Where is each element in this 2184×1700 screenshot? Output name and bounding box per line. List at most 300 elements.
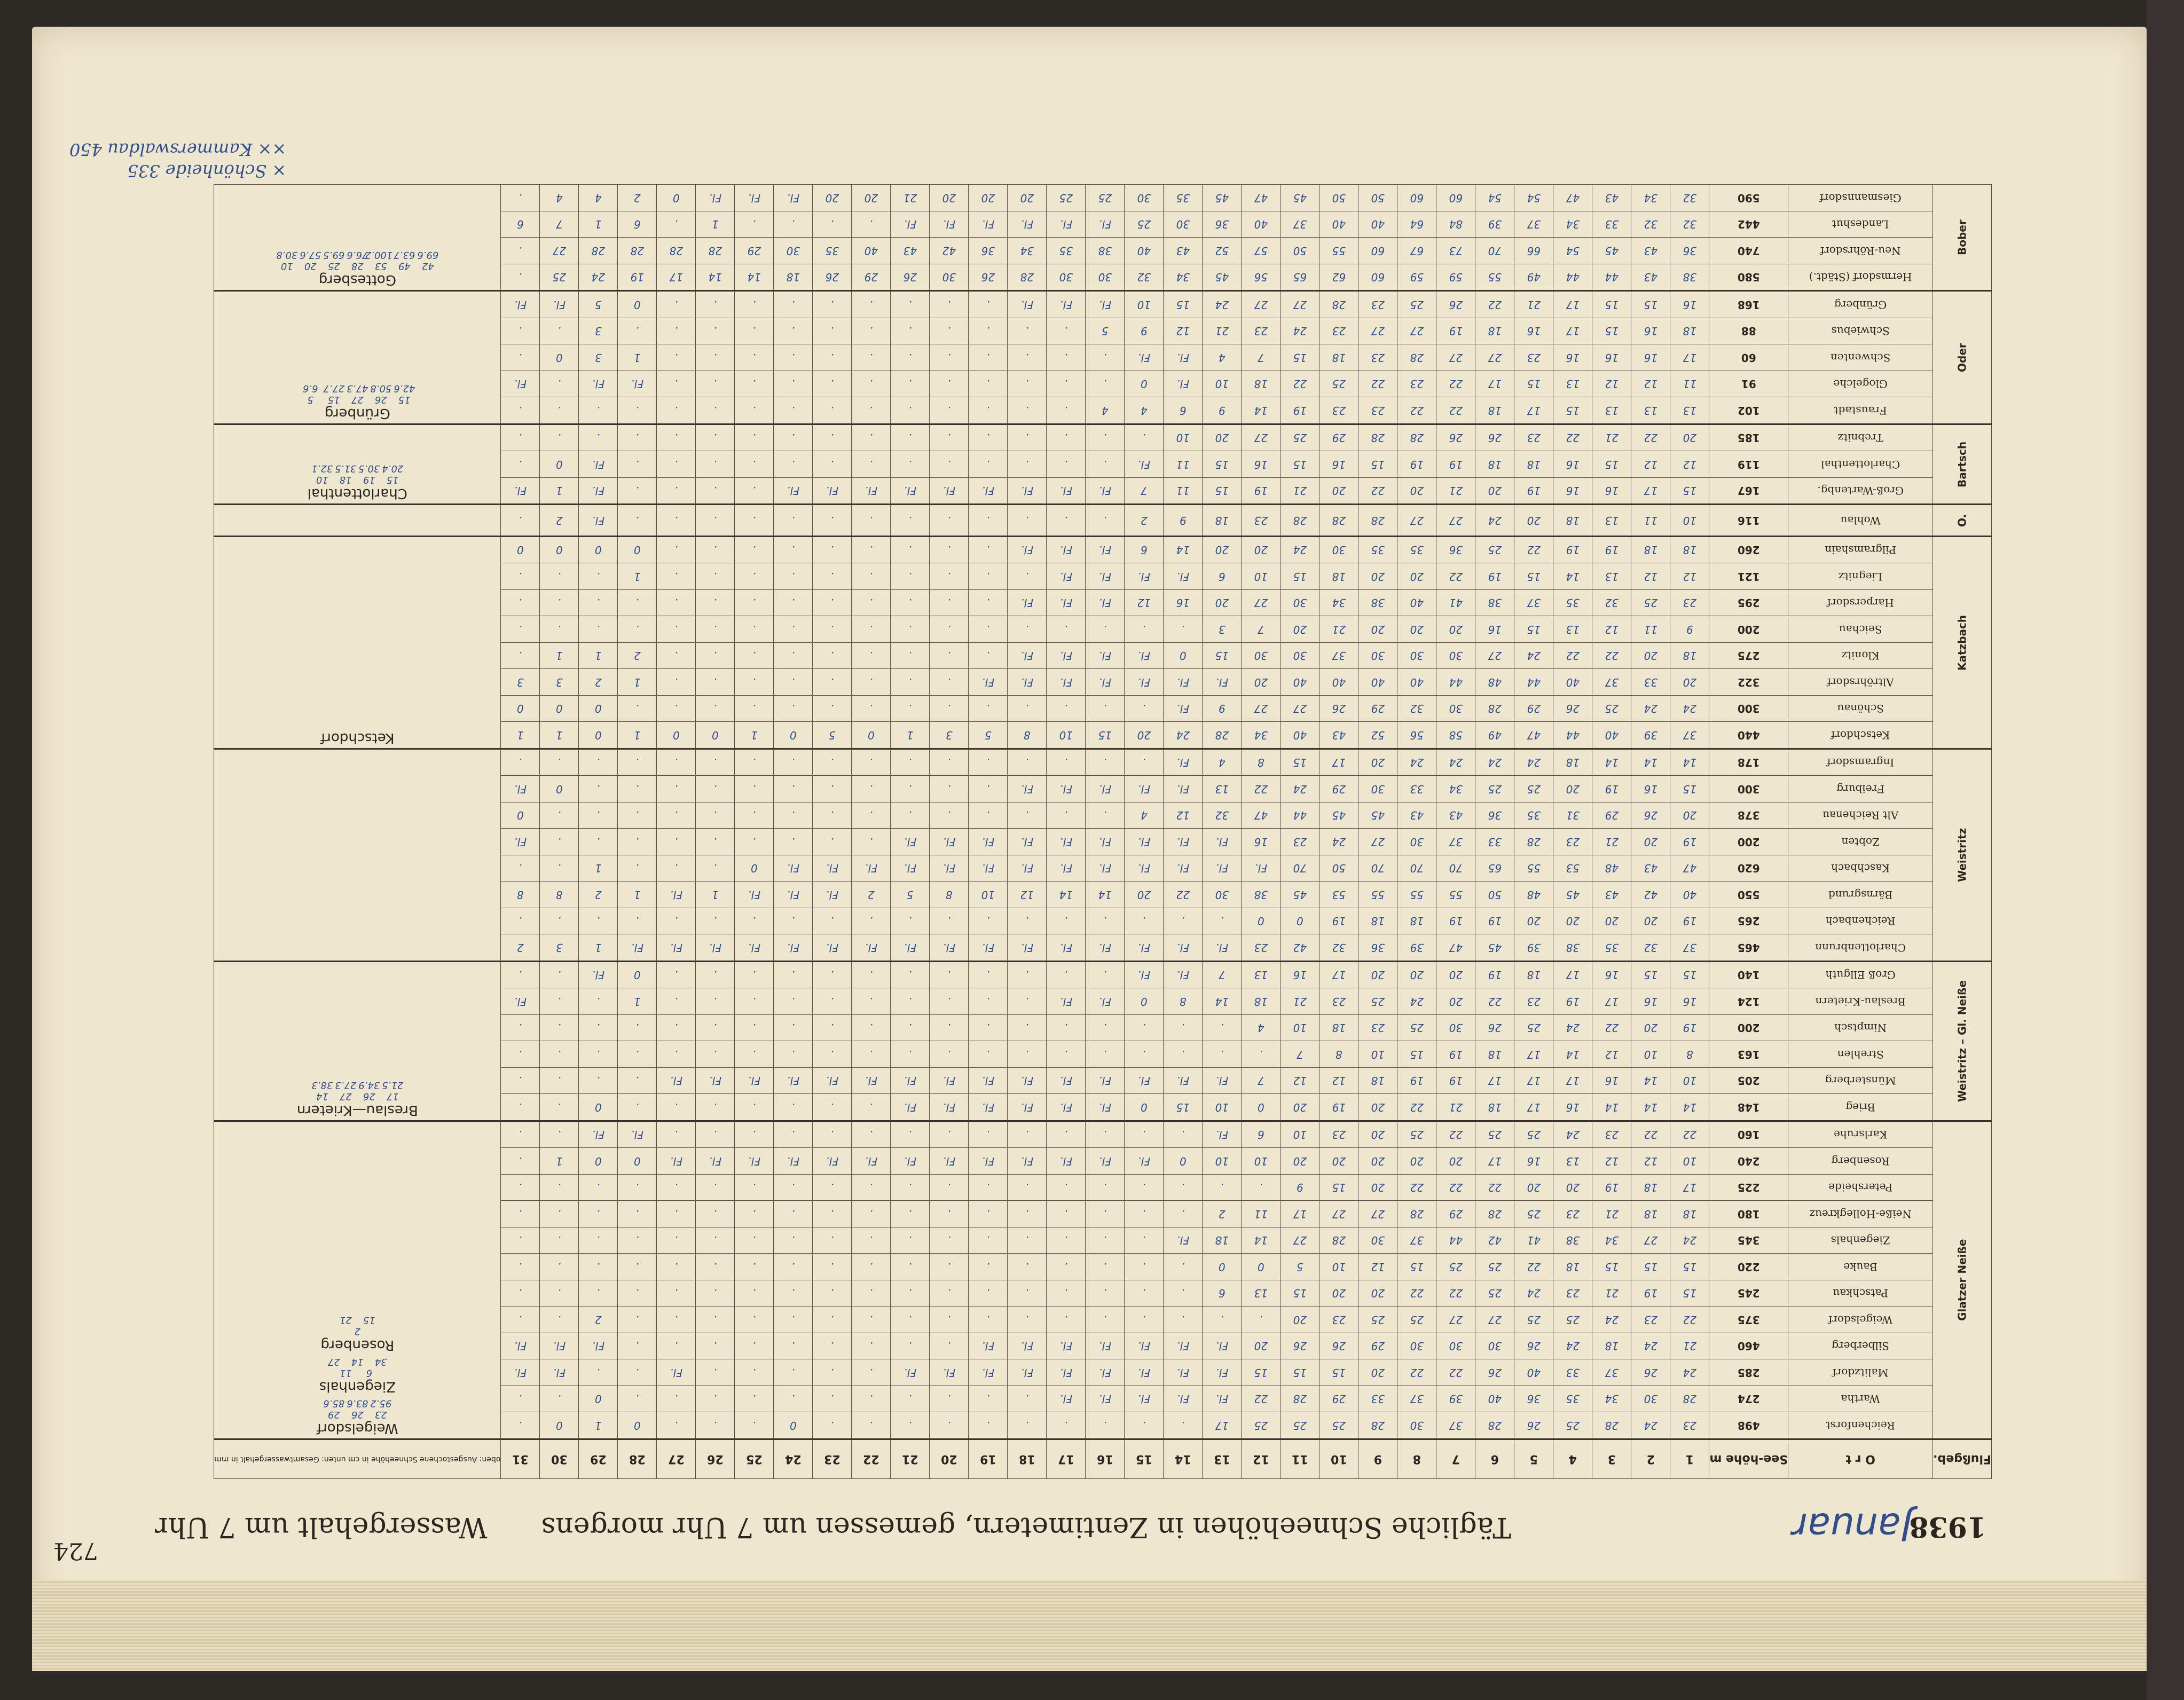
snow-depth-cell: . bbox=[540, 1227, 579, 1254]
snow-depth-cell: 40 bbox=[1592, 722, 1631, 749]
snow-depth-cell: 24 bbox=[1475, 505, 1514, 537]
snow-depth-cell: . bbox=[1047, 1175, 1086, 1201]
snow-depth-cell: 23 bbox=[1631, 1307, 1670, 1333]
day-header: 10 bbox=[1319, 1439, 1358, 1479]
snow-depth-cell: 27 bbox=[1475, 1307, 1514, 1333]
snow-depth-cell: 28 bbox=[1008, 264, 1047, 292]
snow-depth-cell: 15 bbox=[1592, 1254, 1631, 1280]
snow-depth-cell: . bbox=[969, 563, 1008, 590]
snow-depth-cell: Fl. bbox=[930, 1359, 969, 1386]
snow-depth-cell: 8 bbox=[1008, 722, 1047, 749]
snow-depth-cell: 25 bbox=[1086, 185, 1125, 211]
snow-depth-cell: Fl. bbox=[1164, 829, 1203, 855]
snow-depth-cell: 14 bbox=[1242, 397, 1280, 424]
snow-depth-cell: 20 bbox=[1280, 1307, 1319, 1333]
snow-depth-cell: . bbox=[774, 749, 813, 776]
snow-depth-cell: . bbox=[1203, 1175, 1242, 1201]
snow-depth-cell: 20 bbox=[1203, 424, 1242, 452]
snow-depth-cell: . bbox=[657, 1041, 696, 1068]
snow-depth-cell: 29 bbox=[1319, 424, 1358, 452]
month: Januar bbox=[1792, 1505, 1912, 1548]
station-name: Grünberg bbox=[1788, 291, 1933, 318]
day-header: 30 bbox=[540, 1439, 579, 1479]
station-elevation: 160 bbox=[1709, 1121, 1788, 1148]
snow-depth-cell: . bbox=[930, 749, 969, 776]
snow-depth-cell: 4 bbox=[1125, 802, 1164, 829]
snow-depth-cell: . bbox=[1047, 344, 1086, 371]
snow-depth-cell: . bbox=[891, 1254, 930, 1280]
snow-depth-cell: . bbox=[1047, 696, 1086, 722]
snow-depth-cell: Fl. bbox=[1164, 696, 1203, 722]
snow-depth-cell: . bbox=[852, 643, 891, 670]
snow-depth-cell: . bbox=[1047, 424, 1086, 452]
snow-depth-cell: 42 bbox=[1475, 1227, 1514, 1254]
water-bottom-values bbox=[216, 250, 498, 261]
snow-depth-cell: . bbox=[1047, 1254, 1086, 1280]
snow-depth-cell: 10 bbox=[1203, 371, 1242, 398]
snow-depth-cell: 70 bbox=[1280, 855, 1319, 882]
snow-depth-cell: 20 bbox=[1553, 908, 1592, 935]
snow-depth-cell: Fl. bbox=[1125, 1333, 1164, 1360]
snow-depth-cell: 30 bbox=[1397, 829, 1436, 855]
snow-depth-cell: Fl. bbox=[891, 829, 930, 855]
snow-depth-cell: 23 bbox=[1514, 988, 1553, 1015]
snow-depth-cell: . bbox=[1203, 908, 1242, 935]
snow-depth-cell: . bbox=[930, 1041, 969, 1068]
snow-depth-cell: 23 bbox=[1319, 397, 1358, 424]
snow-depth-cell: 33 bbox=[1592, 211, 1631, 238]
station-elevation: 178 bbox=[1709, 749, 1788, 776]
station-elevation: 200 bbox=[1709, 829, 1788, 855]
station-elevation: 60 bbox=[1709, 344, 1788, 371]
snow-depth-cell: 24 bbox=[1631, 1412, 1670, 1439]
snow-depth-cell: 13 bbox=[1553, 1148, 1592, 1175]
snow-depth-cell: 19 bbox=[1553, 988, 1592, 1015]
snow-depth-cell: 44 bbox=[1553, 722, 1592, 749]
snow-depth-cell: Fl. bbox=[1008, 478, 1047, 505]
water-top-values bbox=[216, 394, 498, 405]
snow-depth-cell: 28 bbox=[1203, 722, 1242, 749]
snow-depth-cell: Fl. bbox=[501, 478, 540, 505]
station-elevation: 300 bbox=[1709, 776, 1788, 802]
snow-depth-cell: 32 bbox=[1592, 590, 1631, 617]
snow-depth-cell: 15 bbox=[1670, 776, 1709, 802]
snow-depth-cell: 8 bbox=[930, 882, 969, 908]
river-basin: Glatzer Neiße bbox=[1933, 1121, 1992, 1439]
snow-depth-cell: 27 bbox=[1242, 291, 1280, 318]
snow-depth-cell: . bbox=[501, 1121, 540, 1148]
snow-depth-cell: 7 bbox=[1203, 962, 1242, 989]
snow-depth-cell: . bbox=[618, 590, 657, 617]
station-row bbox=[214, 505, 1992, 537]
snow-depth-cell: 24 bbox=[1164, 722, 1203, 749]
snow-depth-cell: 44 bbox=[1553, 264, 1592, 292]
snow-depth-cell: 38 bbox=[1242, 882, 1280, 908]
station-elevation: 116 bbox=[1709, 505, 1788, 537]
snow-depth-cell: . bbox=[540, 962, 579, 989]
snow-depth-cell: 15 bbox=[1280, 1280, 1319, 1307]
snow-depth-cell: . bbox=[930, 1201, 969, 1227]
snow-depth-cell: Fl. bbox=[501, 829, 540, 855]
snow-depth-cell: . bbox=[501, 451, 540, 478]
snow-depth-cell: 1 bbox=[618, 344, 657, 371]
snow-depth-cell: 59 bbox=[1397, 264, 1436, 292]
snow-depth-cell: . bbox=[930, 1015, 969, 1042]
snow-depth-cell: . bbox=[1047, 397, 1086, 424]
snow-depth-cell: . bbox=[657, 696, 696, 722]
snow-depth-cell: Fl. bbox=[1086, 776, 1125, 802]
snow-depth-cell: . bbox=[774, 988, 813, 1015]
water-top-value: 17 bbox=[386, 1091, 399, 1102]
snow-depth-cell: . bbox=[735, 1041, 774, 1068]
snow-depth-cell: 24 bbox=[1553, 1121, 1592, 1148]
snow-depth-cell: 0 bbox=[735, 855, 774, 882]
snow-depth-cell: 29 bbox=[1436, 1201, 1475, 1227]
snow-depth-cell: . bbox=[969, 451, 1008, 478]
snow-depth-cell: 34 bbox=[1164, 264, 1203, 292]
snow-depth-cell: Fl. bbox=[657, 1359, 696, 1386]
snow-depth-cell: Fl. bbox=[1008, 1148, 1047, 1175]
snow-depth-cell: . bbox=[813, 1280, 852, 1307]
snow-depth-cell: . bbox=[969, 696, 1008, 722]
snow-depth-cell: 17 bbox=[1514, 1094, 1553, 1121]
snow-depth-cell: 10 bbox=[969, 882, 1008, 908]
snow-depth-cell: . bbox=[618, 616, 657, 643]
snow-depth-cell: . bbox=[1008, 1254, 1047, 1280]
snow-depth-cell: . bbox=[501, 1227, 540, 1254]
water-top-value: 28 bbox=[351, 261, 364, 272]
snow-depth-cell: 40 bbox=[1280, 722, 1319, 749]
snow-depth-cell: 24 bbox=[1397, 749, 1436, 776]
snow-depth-cell: . bbox=[852, 291, 891, 318]
snow-depth-cell: 22 bbox=[1242, 1386, 1280, 1413]
snow-depth-cell: . bbox=[969, 776, 1008, 802]
snow-depth-cell: 16 bbox=[1631, 988, 1670, 1015]
snow-depth-cell: 40 bbox=[1397, 590, 1436, 617]
station-elevation: 265 bbox=[1709, 908, 1788, 935]
station-name: Liegnitz bbox=[1788, 563, 1933, 590]
snow-depth-cell: . bbox=[1164, 1201, 1203, 1227]
snow-depth-cell: Fl. bbox=[1164, 1359, 1203, 1386]
river-basin: Weistritz bbox=[1933, 749, 1992, 962]
snow-depth-cell: . bbox=[813, 749, 852, 776]
snow-depth-cell: . bbox=[1047, 1121, 1086, 1148]
snow-depth-cell: . bbox=[696, 478, 735, 505]
snow-depth-cell: 16 bbox=[1475, 616, 1514, 643]
snow-depth-cell: 14 bbox=[1086, 882, 1125, 908]
snow-depth-cell: 27 bbox=[1242, 590, 1280, 617]
snow-depth-cell: 36 bbox=[1670, 238, 1709, 264]
snow-depth-cell: 34 bbox=[1436, 776, 1475, 802]
snow-depth-cell: 28 bbox=[1280, 505, 1319, 537]
water-bottom-value: 50.8 bbox=[370, 383, 392, 394]
snow-depth-cell: Fl. bbox=[540, 1333, 579, 1360]
water-bottom-values bbox=[216, 383, 498, 394]
snow-depth-cell: Fl. bbox=[1164, 669, 1203, 696]
snow-depth-cell: . bbox=[1125, 1015, 1164, 1042]
snow-depth-cell: 9 bbox=[1164, 505, 1203, 537]
snow-depth-cell: . bbox=[1008, 1175, 1047, 1201]
snow-depth-cell: 20 bbox=[1514, 908, 1553, 935]
snow-depth-cell: . bbox=[1086, 802, 1125, 829]
day-header: 28 bbox=[618, 1439, 657, 1479]
snow-depth-cell: . bbox=[1008, 1412, 1047, 1439]
station-elevation: 620 bbox=[1709, 855, 1788, 882]
snow-depth-cell: . bbox=[735, 537, 774, 564]
snow-depth-cell: 70 bbox=[1475, 238, 1514, 264]
snow-depth-cell: Fl. bbox=[1008, 934, 1047, 962]
snow-depth-cell: 18 bbox=[774, 264, 813, 292]
snow-depth-cell: 13 bbox=[1592, 505, 1631, 537]
snow-depth-cell: 2 bbox=[618, 643, 657, 670]
snow-depth-cell: . bbox=[579, 1359, 618, 1386]
snow-depth-cell: . bbox=[1008, 1121, 1047, 1148]
water-bottom-value: 38.3 bbox=[311, 1080, 333, 1091]
snow-depth-cell: 24 bbox=[1670, 696, 1709, 722]
snow-depth-cell: . bbox=[774, 563, 813, 590]
snow-depth-cell: 28 bbox=[1280, 1386, 1319, 1413]
snow-depth-cell: . bbox=[657, 1333, 696, 1360]
snow-depth-cell: 17 bbox=[1592, 988, 1631, 1015]
snow-depth-cell: . bbox=[1086, 1254, 1125, 1280]
snow-depth-cell: 36 bbox=[1358, 934, 1397, 962]
snow-depth-cell: . bbox=[1008, 1227, 1047, 1254]
station-name: Neiße-Hollegkreuz bbox=[1788, 1201, 1933, 1227]
snow-depth-cell: . bbox=[1086, 371, 1125, 398]
snow-depth-cell: 20 bbox=[1319, 1280, 1358, 1307]
station-name: Altröhrsdorf bbox=[1788, 669, 1933, 696]
snow-depth-cell: 22 bbox=[1553, 643, 1592, 670]
snow-depth-cell: 65 bbox=[1475, 855, 1514, 882]
snow-depth-cell: 42 bbox=[1631, 882, 1670, 908]
snow-depth-cell: . bbox=[1086, 908, 1125, 935]
snow-depth-cell: . bbox=[930, 590, 969, 617]
snow-depth-cell: 22 bbox=[1397, 1280, 1436, 1307]
snow-depth-cell: . bbox=[813, 1121, 852, 1148]
snow-depth-cell: . bbox=[969, 643, 1008, 670]
snow-depth-cell: . bbox=[540, 749, 579, 776]
snow-depth-cell: Fl. bbox=[969, 478, 1008, 505]
snow-depth-cell: Fl. bbox=[1164, 371, 1203, 398]
snow-depth-cell: . bbox=[852, 776, 891, 802]
snow-depth-cell: 37 bbox=[1670, 722, 1709, 749]
snow-depth-cell: 3 bbox=[540, 669, 579, 696]
snow-depth-cell: 28 bbox=[1475, 1201, 1514, 1227]
water-station-label: Rosenberg bbox=[320, 1337, 395, 1353]
snow-depth-cell: 15 bbox=[1514, 616, 1553, 643]
snow-depth-cell: . bbox=[540, 371, 579, 398]
snow-depth-cell: 60 bbox=[1358, 238, 1397, 264]
snow-depth-cell: . bbox=[1047, 505, 1086, 537]
snow-depth-cell: . bbox=[657, 318, 696, 345]
snow-depth-cell: 17 bbox=[1475, 371, 1514, 398]
snow-depth-cell: 0 bbox=[1125, 988, 1164, 1015]
snow-depth-cell: 17 bbox=[1514, 1041, 1553, 1068]
snow-depth-cell: 17 bbox=[1475, 1148, 1514, 1175]
snow-depth-cell: . bbox=[813, 962, 852, 989]
snow-depth-cell: 20 bbox=[1592, 908, 1631, 935]
snow-depth-cell: . bbox=[813, 211, 852, 238]
snow-depth-cell: . bbox=[618, 802, 657, 829]
snow-depth-cell: . bbox=[969, 1254, 1008, 1280]
snow-depth-cell: . bbox=[1086, 1175, 1125, 1201]
snow-depth-cell: 16 bbox=[1242, 829, 1280, 855]
snow-depth-cell: 5 bbox=[1086, 318, 1125, 345]
snow-depth-cell: 28 bbox=[696, 238, 735, 264]
snow-depth-cell: . bbox=[501, 1068, 540, 1095]
snow-depth-cell: 27 bbox=[1436, 344, 1475, 371]
snow-depth-cell: Fl. bbox=[1203, 855, 1242, 882]
snow-depth-cell: . bbox=[852, 829, 891, 855]
snow-depth-cell: 36 bbox=[1514, 1386, 1553, 1413]
snow-depth-cell: 19 bbox=[1670, 829, 1709, 855]
snow-depth-cell: 27 bbox=[1358, 1201, 1397, 1227]
snow-depth-cell: . bbox=[1242, 1307, 1280, 1333]
snow-depth-cell: . bbox=[1164, 908, 1203, 935]
water-top-values bbox=[216, 475, 498, 486]
snow-depth-cell: . bbox=[930, 563, 969, 590]
snow-depth-cell: . bbox=[696, 424, 735, 452]
snow-depth-cell: 30 bbox=[1203, 882, 1242, 908]
station-name: Ingramsdorf bbox=[1788, 749, 1933, 776]
snow-depth-cell: 39 bbox=[1631, 722, 1670, 749]
snow-depth-cell: 16 bbox=[1553, 1094, 1592, 1121]
snow-depth-cell: Fl. bbox=[618, 371, 657, 398]
station-row bbox=[214, 397, 1992, 424]
snow-depth-cell: 25 bbox=[1047, 185, 1086, 211]
snow-depth-cell: . bbox=[774, 1307, 813, 1333]
snow-depth-cell: . bbox=[501, 1148, 540, 1175]
snow-depth-cell: 28 bbox=[657, 238, 696, 264]
snow-depth-cell: Fl. bbox=[930, 829, 969, 855]
day-header: 6 bbox=[1475, 1439, 1514, 1479]
snow-depth-cell: Fl. bbox=[1047, 478, 1086, 505]
snow-depth-cell: . bbox=[813, 1307, 852, 1333]
snow-depth-cell: 30 bbox=[1319, 537, 1358, 564]
snow-depth-cell: 3 bbox=[579, 318, 618, 345]
water-content-block bbox=[214, 424, 501, 505]
snow-depth-cell: 1 bbox=[579, 643, 618, 670]
water-content-block bbox=[214, 537, 501, 749]
snow-depth-cell: 20 bbox=[1242, 669, 1280, 696]
water-bottom-value: 76.6 bbox=[347, 249, 368, 261]
day-header: 14 bbox=[1164, 1439, 1203, 1479]
snow-depth-cell: 26 bbox=[969, 264, 1008, 292]
snow-depth-cell: Fl. bbox=[1242, 855, 1280, 882]
snow-depth-cell: . bbox=[696, 537, 735, 564]
snow-depth-cell: 19 bbox=[1553, 537, 1592, 564]
snow-depth-cell: Fl. bbox=[1086, 537, 1125, 564]
snow-depth-cell: . bbox=[969, 1227, 1008, 1254]
snow-depth-cell: 12 bbox=[1164, 318, 1203, 345]
snow-depth-cell: . bbox=[774, 371, 813, 398]
snow-depth-cell: 54 bbox=[1514, 185, 1553, 211]
station-elevation: 440 bbox=[1709, 722, 1788, 749]
snow-depth-cell: . bbox=[930, 1175, 969, 1201]
snow-depth-cell: 21 bbox=[1592, 1201, 1631, 1227]
snow-depth-cell: 7 bbox=[1242, 344, 1280, 371]
snow-depth-cell: Fl. bbox=[969, 1094, 1008, 1121]
snow-depth-cell: 20 bbox=[1514, 505, 1553, 537]
snow-depth-cell: Fl. bbox=[1008, 1068, 1047, 1095]
snow-depth-cell: . bbox=[1086, 1121, 1125, 1148]
water-bottom-value: 34.9 bbox=[358, 1080, 380, 1091]
snow-depth-cell: 34 bbox=[1553, 211, 1592, 238]
station-name: Breslau-Krietern bbox=[1788, 988, 1933, 1015]
snow-depth-cell: . bbox=[1047, 451, 1086, 478]
day-header: 4 bbox=[1553, 1439, 1592, 1479]
station-elevation: 498 bbox=[1709, 1412, 1788, 1439]
snow-depth-cell: Fl. bbox=[1203, 1359, 1242, 1386]
snow-depth-cell: 18 bbox=[1319, 563, 1358, 590]
snow-depth-cell: 19 bbox=[1475, 908, 1514, 935]
snow-depth-cell: 0 bbox=[618, 1412, 657, 1439]
water-station-label: Grünberg bbox=[324, 405, 390, 421]
snow-depth-cell: . bbox=[501, 238, 540, 264]
snow-depth-cell: 53 bbox=[1319, 882, 1358, 908]
snow-depth-cell: 24 bbox=[1436, 749, 1475, 776]
snow-depth-cell: 20 bbox=[1358, 616, 1397, 643]
snow-depth-cell: . bbox=[1125, 1201, 1164, 1227]
snow-depth-cell: 32 bbox=[1670, 211, 1709, 238]
station-elevation: 580 bbox=[1709, 264, 1788, 292]
snow-depth-cell: 0 bbox=[618, 962, 657, 989]
snow-depth-cell: 23 bbox=[1319, 1121, 1358, 1148]
snow-depth-cell: 2 bbox=[501, 934, 540, 962]
snow-depth-cell: . bbox=[930, 451, 969, 478]
snow-depth-cell: 35 bbox=[1047, 238, 1086, 264]
snow-depth-cell: 25 bbox=[1280, 424, 1319, 452]
snow-depth-cell: 35 bbox=[1358, 537, 1397, 564]
snow-depth-cell: . bbox=[735, 802, 774, 829]
snow-depth-cell: . bbox=[852, 424, 891, 452]
snow-depth-cell: 18 bbox=[1670, 643, 1709, 670]
snow-depth-cell: . bbox=[696, 291, 735, 318]
snow-depth-cell: Fl. bbox=[735, 1068, 774, 1095]
snow-depth-cell: 27 bbox=[1397, 505, 1436, 537]
snow-depth-cell: 39 bbox=[1514, 934, 1553, 962]
snow-depth-cell: 8 bbox=[1164, 988, 1203, 1015]
snow-depth-cell: 39 bbox=[1436, 1386, 1475, 1413]
snow-depth-cell: 48 bbox=[1514, 882, 1553, 908]
snow-depth-cell: . bbox=[657, 1121, 696, 1148]
snow-depth-cell: . bbox=[1047, 318, 1086, 345]
snow-depth-cell: 25 bbox=[1475, 1121, 1514, 1148]
snow-depth-cell: 59 bbox=[1436, 264, 1475, 292]
snow-depth-cell: 25 bbox=[1592, 696, 1631, 722]
snow-depth-cell: 19 bbox=[1514, 478, 1553, 505]
snow-depth-cell: 22 bbox=[1358, 371, 1397, 398]
snow-depth-cell: . bbox=[1164, 1121, 1203, 1148]
snow-depth-cell: 15 bbox=[1397, 1041, 1436, 1068]
station-name: Wartha bbox=[1788, 1386, 1933, 1413]
snow-depth-cell: . bbox=[579, 397, 618, 424]
snow-depth-cell: . bbox=[852, 211, 891, 238]
snow-depth-cell: . bbox=[930, 669, 969, 696]
day-header: 11 bbox=[1280, 1439, 1319, 1479]
snow-depth-cell: 14 bbox=[1553, 1041, 1592, 1068]
snow-depth-cell: 18 bbox=[1670, 318, 1709, 345]
snow-depth-cell: . bbox=[735, 451, 774, 478]
snow-depth-cell: 16 bbox=[1553, 451, 1592, 478]
snow-depth-cell: 17 bbox=[1553, 962, 1592, 989]
snow-depth-cell: . bbox=[891, 669, 930, 696]
snow-depth-cell: 10 bbox=[1631, 1041, 1670, 1068]
snow-depth-cell: 22 bbox=[1397, 1175, 1436, 1201]
snow-depth-cell: . bbox=[501, 318, 540, 345]
water-bottom-value: 85.6 bbox=[323, 1398, 345, 1409]
snow-depth-cell: 25 bbox=[1475, 1254, 1514, 1280]
